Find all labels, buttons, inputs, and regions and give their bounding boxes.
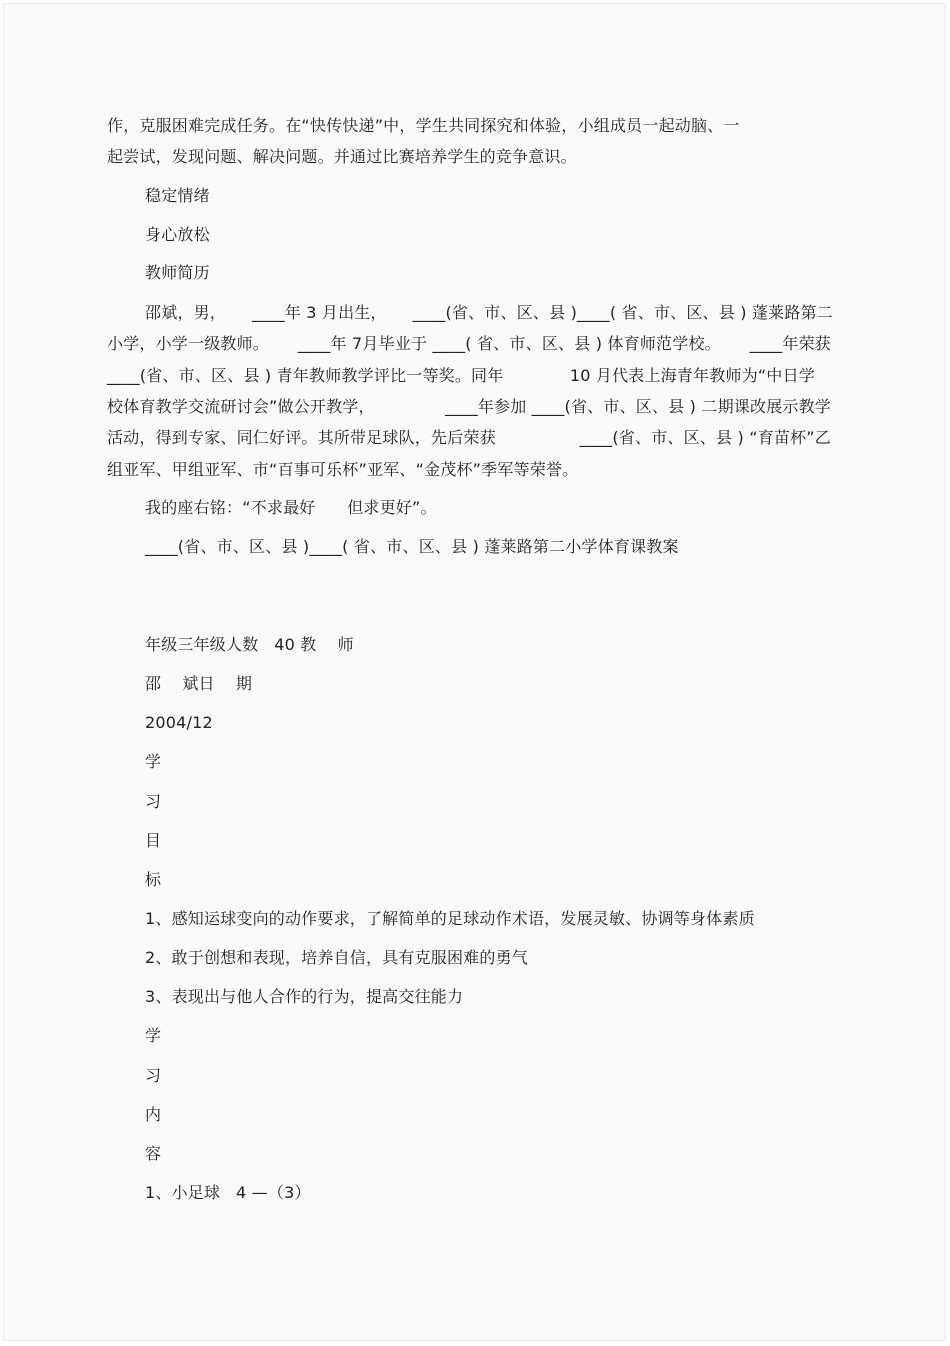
resume-line: ____(省、市、区、县 ) 青年教师教学评比一等奖。同年 10 月代表上海青年教师为“中日学	[107, 366, 815, 385]
resume-line: 组亚军、甲组亚军、市“百事可乐杯”亚军、“金茂杯”季军等荣誉。	[107, 460, 579, 479]
motto: 我的座右铭：“不求最好 但求更好”。	[145, 498, 437, 517]
item-relax: 身心放松	[145, 225, 210, 244]
resume-line: 小学，小学一级教师。 ____年 7月毕业于 ____( 省、市、区、县 ) 体育师范学校。 ____年荣获	[107, 334, 831, 353]
item-calm: 稳定情绪	[145, 186, 210, 205]
goal-item: 3、表现出与他人合作的行为，提高交往能力	[145, 987, 464, 1006]
paragraph-line: 起尝试，发现问题、解决问题。并通过比赛培养学生的竞争意识。	[107, 147, 577, 166]
content-label-char: 学	[145, 1026, 162, 1045]
resume-line: 活动，得到专家、同仁好评。其所带足球队，先后荣获 ____(省、市、区、县 ) “育苗杯”乙	[107, 428, 831, 447]
goal-item: 2、敢于创想和表现，培养自信，具有克服困难的勇气	[145, 948, 528, 967]
content-label-char: 习	[145, 1066, 162, 1085]
goals-label-char: 标	[145, 870, 162, 889]
lesson-title: ____(省、市、区、县 )____( 省、市、区、县 ) 蓬莱路第二小学体育课教案	[145, 537, 679, 556]
paragraph-line: 作，克服困难完成任务。在“快传快递”中，学生共同探究和体验，小组成员一起动脑、一	[107, 116, 740, 135]
resume-line: 邵斌，男， ____年 3 月出生， ____(省、市、区、县 )____( 省、市、区、县 ) 蓬莱路第二	[145, 303, 833, 322]
content-item: 1、小足球 4 —（3）	[145, 1183, 311, 1202]
date-value: 2004/12	[145, 713, 213, 732]
goals-label-char: 习	[145, 792, 162, 811]
goal-item: 1、感知运球变向的动作要求，了解简单的足球动作术语，发展灵敏、协调等身体素质	[145, 909, 755, 928]
resume-line: 校体育教学交流研讨会”做公开教学， ____年参加 ____(省、市、区、县 ) 二期课改展示教学	[107, 397, 831, 416]
content-label-char: 容	[145, 1144, 162, 1163]
teacher-line: 邵 斌日 期	[145, 674, 253, 693]
resume-heading: 教师简历	[145, 263, 210, 282]
content-label-char: 内	[145, 1105, 162, 1124]
goals-label-char: 学	[145, 752, 162, 771]
grade-line: 年级三年级人数 40 教 师	[145, 635, 354, 654]
goals-label-char: 目	[145, 831, 162, 850]
